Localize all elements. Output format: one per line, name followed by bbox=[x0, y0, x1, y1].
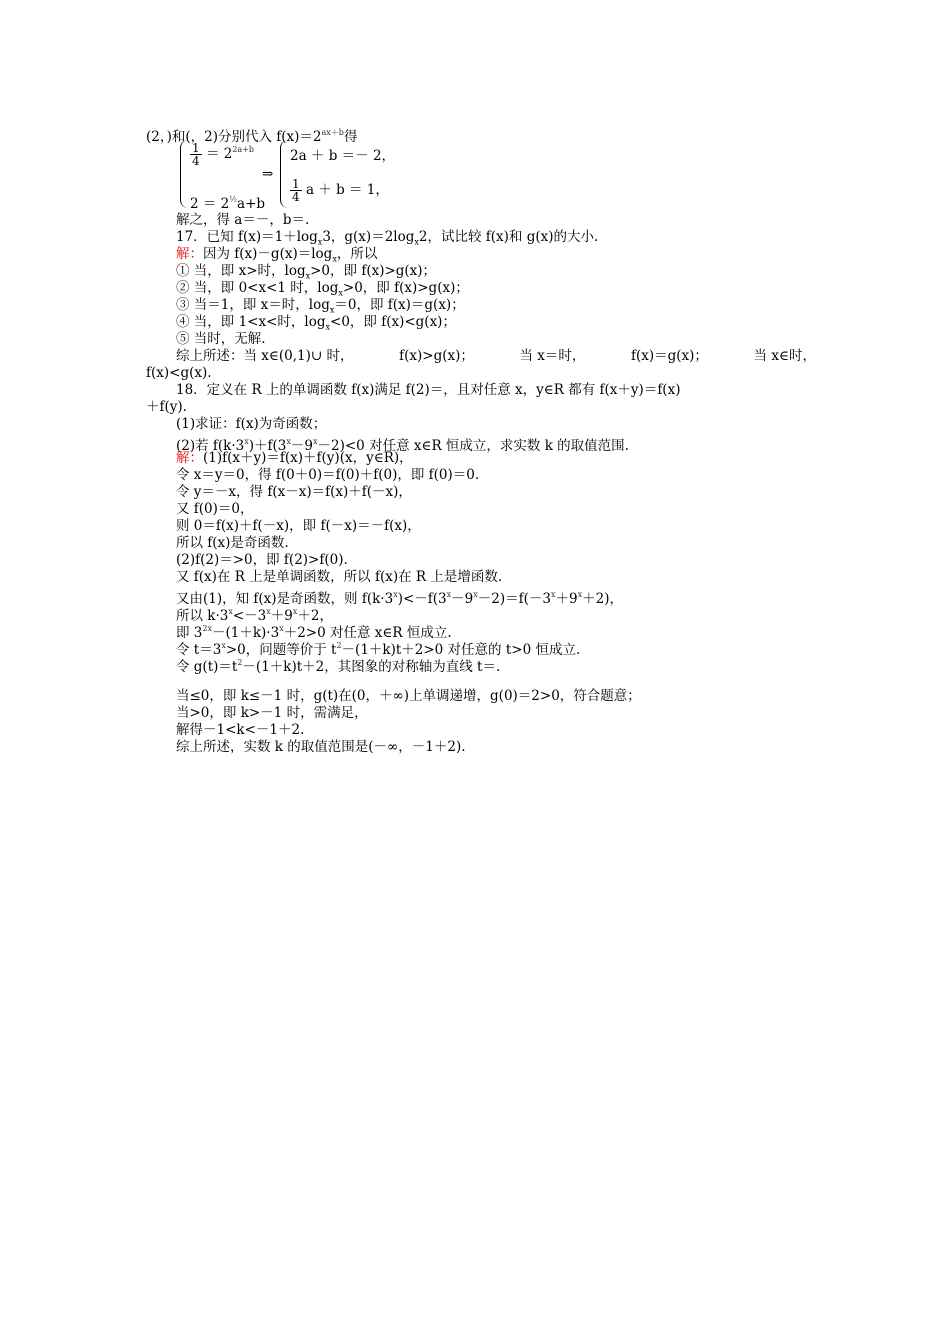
solution-line: 解：(1)f(x＋y)＝f(x)＋f(y)(x，y∈R)， bbox=[176, 450, 413, 466]
fraction: $\frac{1}{4}$ bbox=[292, 177, 300, 204]
text-line: ＋f(y). bbox=[146, 399, 187, 415]
text-line: 当>0，即 k>－1 时，需满足， bbox=[176, 705, 368, 721]
text-line: 即 $3^{2x}-(1+k)\cdot 3^x+2>0$ 对任意 x∈R 恒成立. bbox=[176, 624, 452, 641]
problem-18: 18．定义在 R 上的单调函数 f(x)满足 f(2)＝，且对任意 x，y∈R 都有 f(x＋y)＝f(x) bbox=[176, 382, 681, 398]
problem-17: 17．已知 $f(x)=1+\log_x3$，$g(x)=2\log_x2$，试比较 f(x)和 g(x)的大小. bbox=[176, 229, 599, 247]
text-line: 所以 f(x)是奇函数. bbox=[176, 535, 289, 551]
system-right-top: 2a ＋ b ＝－ 2， bbox=[290, 148, 396, 164]
text-line: 令 $t=3^x>0$，问题等价于 $t^2-(1+k)t+2>0$ 对任意的 t>0 恒成立. bbox=[176, 641, 581, 658]
system-right-bottom: $\frac{1}{4}$ a ＋ b ＝ 1， bbox=[292, 177, 389, 204]
left-brace bbox=[180, 140, 189, 208]
text-line: ④ 当，即 1<x<时，$\log_x<0$，即 f(x)<g(x)； bbox=[176, 314, 456, 332]
system-left-top: $\frac{1}{4}$ ＝ $2^{2a+b}$ bbox=[192, 141, 255, 168]
text-line: 综上所述，实数 k 的取值范围是(－∞，－1＋2). bbox=[176, 739, 466, 755]
implies-arrow: ⇒ bbox=[262, 166, 274, 182]
text-line: 解之，得 a＝－，b＝. bbox=[176, 212, 310, 228]
text-line: f(x)<g(x). bbox=[146, 365, 212, 381]
text-line: (2)f(2)＝>0，即 f(2)>f(0). bbox=[176, 552, 348, 568]
system-left-bottom: $2 = 2^{\frac{1}{2}}a+b$ bbox=[190, 195, 266, 212]
text-line: 令 $g(t)=t^2-(1+k)t+2$，其图象的对称轴为直线 t＝. bbox=[176, 658, 501, 675]
text-line: (2，)和(，2)分别代入 $f(x)=2^{ax+b}$得 bbox=[146, 128, 358, 145]
text-line: ② 当，即 0<x<1 时，$\log_x>0$，即 f(x)>g(x)； bbox=[176, 280, 469, 298]
text-line: 解得－1<k<－1＋2. bbox=[176, 722, 305, 738]
equation-system bbox=[176, 140, 436, 212]
text-line: (1)求证：f(x)为奇函数； bbox=[176, 416, 327, 432]
text-line: 又 f(x)在 R 上是单调函数，所以 f(x)在 R 上是增函数. bbox=[176, 569, 503, 585]
text-line: ① 当，即 x>时，$\log_x>0$，即 f(x)>g(x)； bbox=[176, 263, 437, 281]
text-line: 又 f(0)＝0， bbox=[176, 501, 254, 517]
right-brace bbox=[280, 140, 289, 208]
text-line: 所以 $k\cdot 3^x<-3^x+9^x+2$， bbox=[176, 607, 333, 624]
text-line: 又由(1)，知 f(x)是奇函数，则 $f(k\cdot 3^x)<-f(3^x-9^x-2)=f(-3^x+9^x+2)$， bbox=[176, 590, 623, 607]
solution-label: 解： bbox=[176, 450, 203, 466]
text-line: ⑤ 当时，无解. bbox=[176, 331, 266, 347]
fraction: $\frac{1}{4}$ bbox=[192, 141, 200, 168]
text-line: 综上所述：当 x∈(0,1)∪ 时， f(x)>g(x)； 当 x＝时， f(x)＝g(x)； 当 x∈时， bbox=[176, 348, 816, 364]
solution-label: 解： bbox=[176, 246, 203, 262]
text-line: (2)若 $f(k\cdot 3^x)+f(3^x-9^x-2)<0$ 对任意 x∈R 恒成立，求实数 k 的取值范围. bbox=[176, 437, 629, 454]
text-line: 令 y＝－x，得 f(x－x)＝f(x)＋f(－x)， bbox=[176, 484, 412, 500]
text-line: ③ 当＝1，即 x＝时，$\log_x=0$，即 f(x)＝g(x)； bbox=[176, 297, 465, 315]
text-line: 则 0＝f(x)＋f(－x)，即 f(－x)＝－f(x)， bbox=[176, 518, 421, 534]
solution-line: 解：因为 $f(x)-g(x)=\log_x$，所以 bbox=[176, 246, 378, 264]
text-line: 当≤0，即 k≤－1 时，g(t)在(0，＋∞)上单调递增，g(0)＝2>0，符合题意； bbox=[176, 688, 641, 704]
text-line: 令 x＝y＝0，得 f(0＋0)＝f(0)＋f(0)，即 f(0)＝0. bbox=[176, 467, 480, 483]
